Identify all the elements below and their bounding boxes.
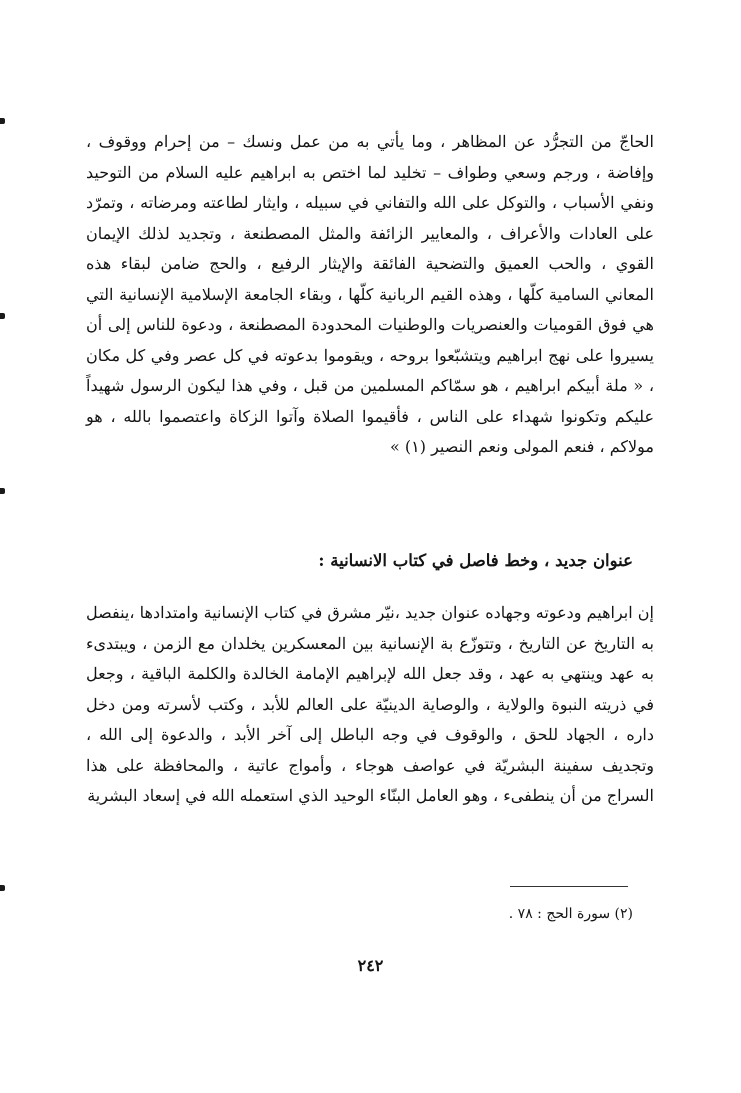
edge-mark (0, 488, 5, 494)
footnote: (٢) سورة الحج : ٧٨ . (508, 906, 633, 922)
page-number: ٢٤٢ (357, 956, 384, 975)
body-paragraph-1: الحاجّ من التجرُّد عن المظاهر ، وما يأتي به من عمل ونسك – من إحرام ووقوف ، وإفاضة ، ورجم وسعي وطواف – تخليد لما اختص به ابراهيم عليه السلام من التوحيد ونفي الأسباب ، والتوكل على الله والتفاني في سبيله ، وايثار لطاعته ومرضاته ، وتمرّد على العادات والأعراف ، والمعايير الزائفة والمثل المصطنعة ، وتجديد لذلك الإيمان القوي ، والحب العميق والتضحية الفائقة والإيثار الرفيع ، والحج ضامن لبقاء هذه المعاني السامية كلّها ، وهذه القيم الربانية كلّها ، وبقاء الجامعة الإسلامية الإنسانية التي هي فوق القوميات والعنصريات والوطنيات المحدودة المصطنعة ، ودعوة للناس إلى أن يسيروا على نهج ابراهيم ويتشبّعوا بروحه ، ويقوموا بدعوته في كل عصر وفي كل مكان ، « ملة أبيكم ابراهيم ، هو سمّاكم المسلمين من قبل ، وفي هذا ليكون الرسول شهيداً عليكم وتكونوا شهداء على الناس ، فأقيموا الصلاة وآتوا الزكاة واعتصموا بالله ، هو مولاكم ، فنعم المولى ونعم النصير (١) » (86, 132, 655, 456)
edge-mark (0, 118, 5, 124)
footnote-divider (510, 886, 628, 887)
edge-mark (0, 885, 5, 891)
body-paragraph-2: إن ابراهيم ودعوته وجهاده عنوان جديد ،نيّر مشرق في كتاب الإنسانية وامتدادها ،ينفصل به التاريخ عن التاريخ ، وتتوزّع بة الإنسانية بين المعسكرين يخلدان مع الزمن ، ويبتدىء به عهد وينتهي به عهد ، وقد جعل الله لإبراهيم الإمامة الخالدة والكلمة الباقية ، وجعل في ذريته النبوة والولاية ، والوصاية الدينيّة على العالم للأبد ، وكتب لأسرته ومن دخل داره ، الجهاد للحق ، والوقوف في وجه الباطل إلى آخر الأبد ، والدعوة إلى الله ، وتجديف سفينة البشريّة في عواصف هوجاء ، وأمواج عاتية ، والمحافظة على هذا السراج من أن ينطفىء ، وهو العامل البنّاء الوحيد الذي استعمله الله في إسعاد البشرية (86, 603, 654, 805)
edge-mark (0, 313, 5, 319)
section-heading: عنوان جديد ، وخط فاصل في كتاب الانسانية : (318, 551, 633, 570)
